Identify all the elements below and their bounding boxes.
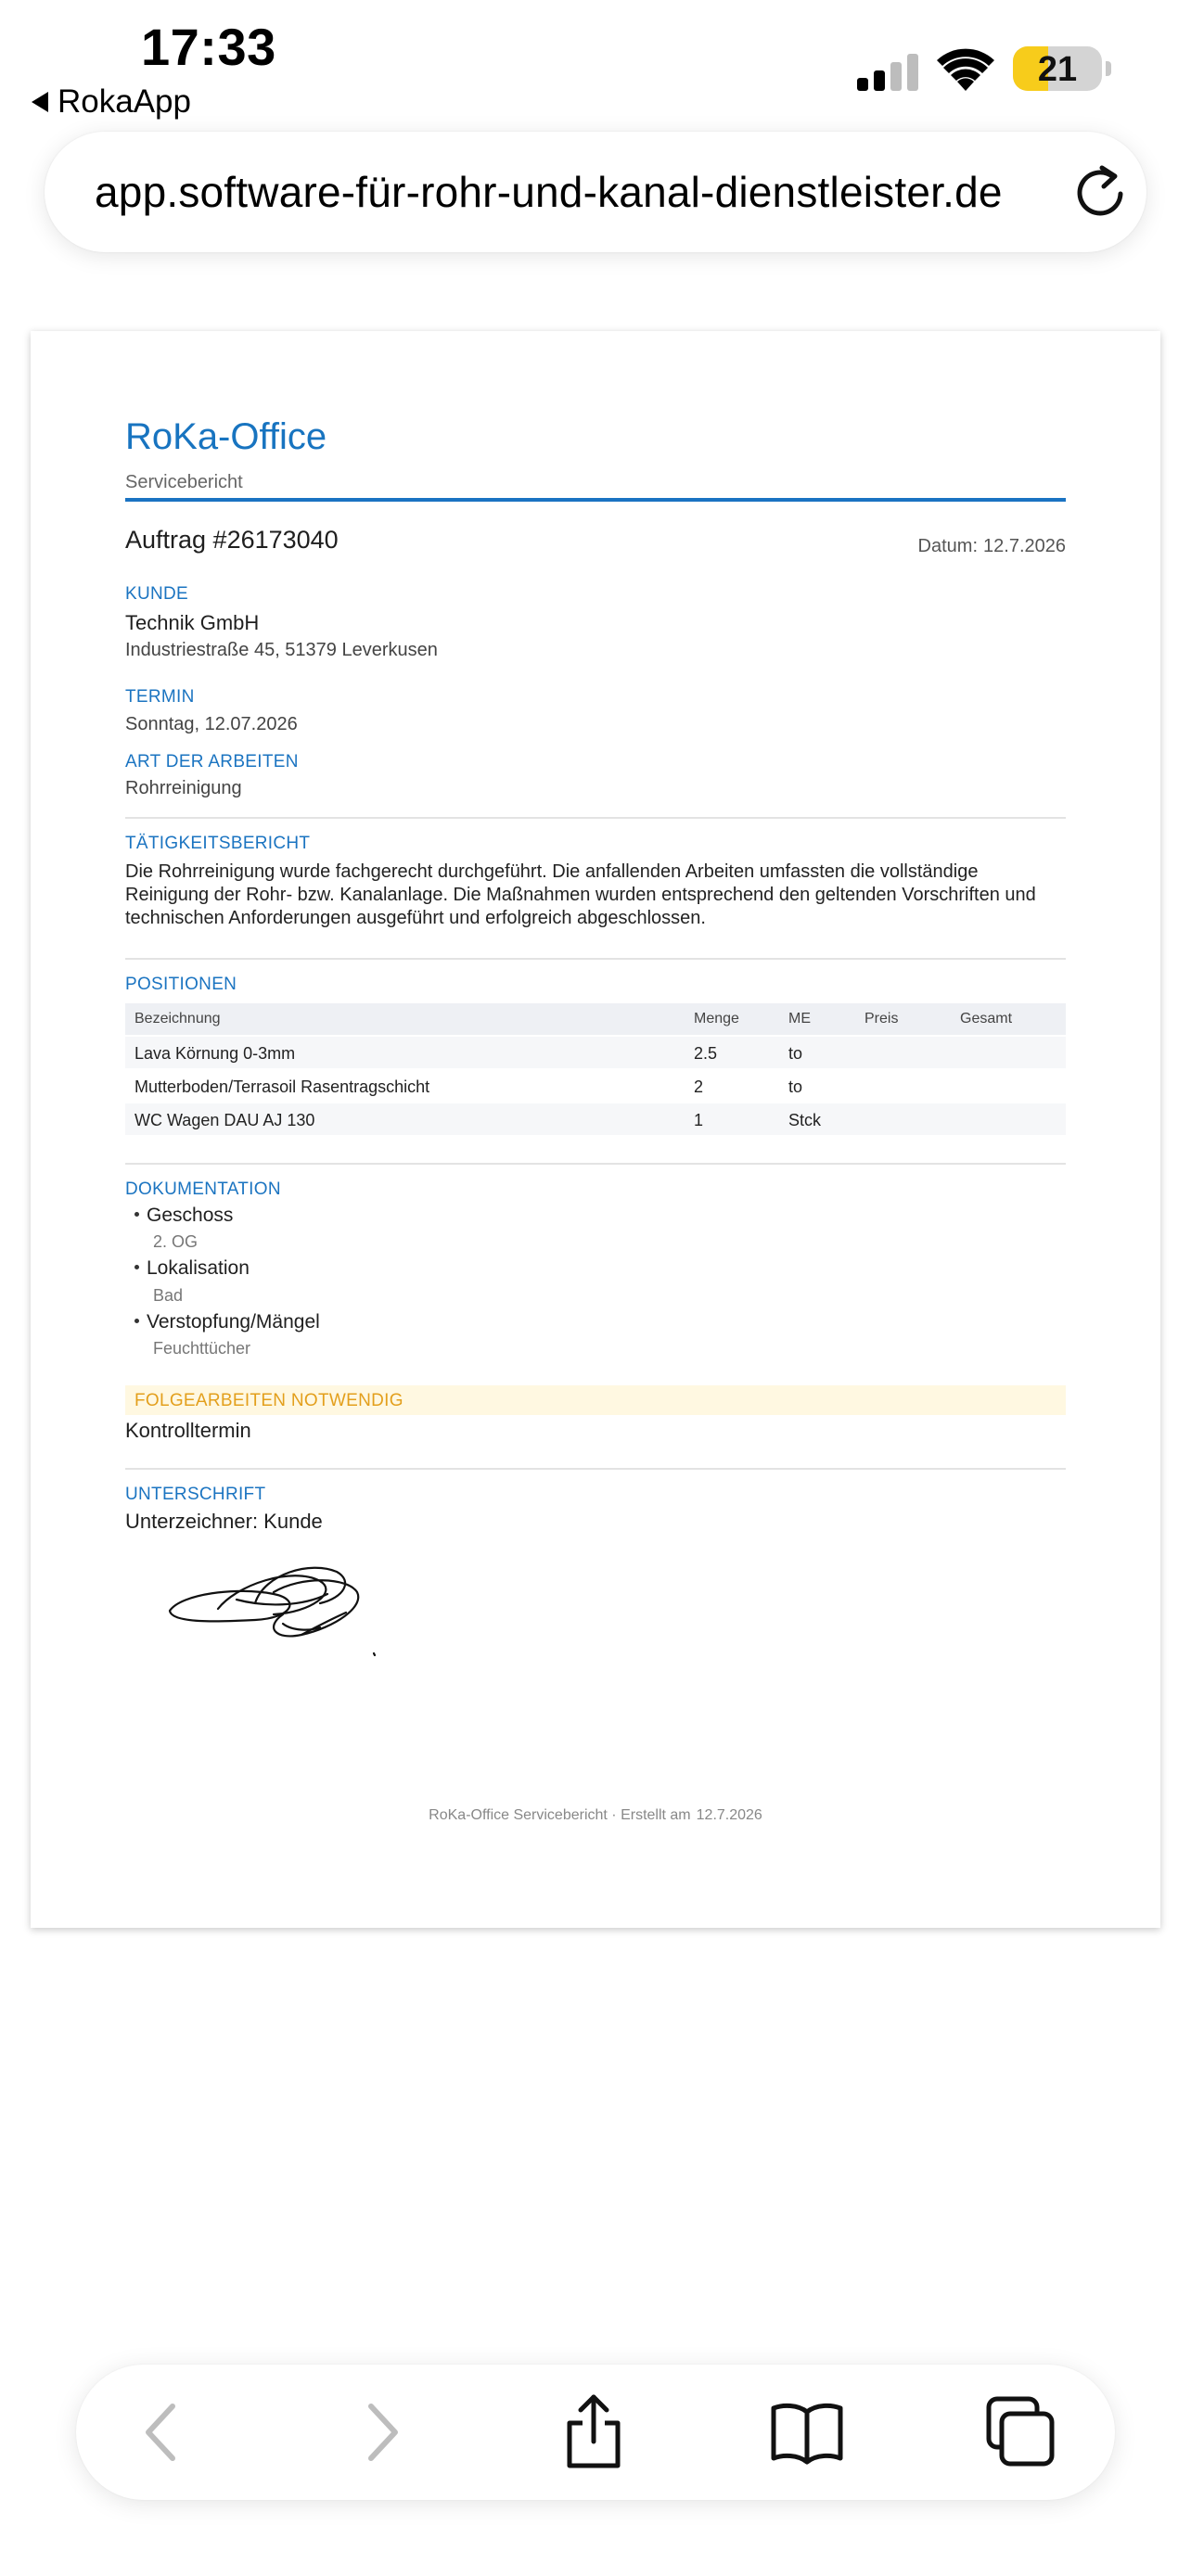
document-footer: [125, 1807, 1066, 1824]
work-type-value: Rohrreinigung: [125, 778, 242, 798]
row-bezeichnung: WC Wagen DAU AJ 130: [134, 1111, 315, 1129]
signature-label: UNTERSCHRIFT: [125, 1485, 266, 1504]
documentation-item-name: Geschoss: [147, 1205, 234, 1226]
tabs-icon[interactable]: [981, 2393, 1059, 2471]
section-divider: [125, 817, 1066, 819]
footer-text: RoKa-Office Servicebericht · Erstellt am: [429, 1807, 691, 1823]
browser-toolbar: [76, 2365, 1115, 2500]
cellular-signal-icon: [857, 54, 920, 91]
activity-report-text: Die Rohrreinigung wurde fachgerecht durchgeführt. Die anfallenden Arbeiten umfassten die vollständige Reinigung der Rohr- bzw. Kanalanlage. Die Maßnahmen wurden entsprechend den geltenden Vorschriften und technischen Anforderungen ausgeführt und erfolgreich abgeschlossen.: [125, 861, 1036, 928]
header-divider: [125, 498, 1066, 502]
date-label: Datum:: [917, 536, 979, 556]
footer-date: 12.7.2026: [696, 1807, 762, 1823]
followup-label: FOLGEARBEITEN NOTWENDIG: [134, 1391, 403, 1410]
signature-image: [162, 1538, 385, 1659]
header-menge: Menge: [694, 1011, 739, 1027]
followup-value: Kontrolltermin: [125, 1419, 251, 1442]
reload-icon[interactable]: [1070, 162, 1130, 222]
battery-icon: [1013, 46, 1102, 91]
row-menge: 2: [694, 1078, 704, 1096]
header-bezeichnung: Bezeichnung: [134, 1011, 221, 1027]
order-number: Auftrag #26173040: [125, 526, 339, 554]
address-bar[interactable]: [45, 132, 1146, 252]
signer-name: Unterzeichner: Kunde: [125, 1510, 323, 1533]
documentation-label: DOKUMENTATION: [125, 1180, 281, 1199]
battery-tip: [1106, 61, 1111, 76]
documentation-item: [134, 1311, 320, 1333]
documentation-item-value: Feuchttücher: [153, 1339, 251, 1358]
share-icon[interactable]: [555, 2393, 633, 2471]
table-row: [125, 1070, 1066, 1102]
header-preis: Preis: [864, 1011, 899, 1027]
customer-label: KUNDE: [125, 584, 189, 604]
customer-address: Industriestraße 45, 51379 Leverkusen: [125, 640, 438, 660]
document-date: [918, 536, 1066, 557]
documentation-item: [134, 1257, 250, 1280]
battery-level: 21: [1037, 50, 1078, 89]
bookmarks-icon[interactable]: [768, 2393, 846, 2471]
row-me: to: [788, 1044, 803, 1063]
documentation-item-value: Bad: [153, 1286, 184, 1305]
back-triangle-icon: [32, 92, 48, 112]
back-arrow-icon[interactable]: [124, 2393, 202, 2471]
positions-label: POSITIONEN: [125, 975, 237, 994]
status-time: 17:33: [141, 18, 276, 76]
table-row: [125, 1103, 1066, 1135]
appointment-value: Sonntag, 12.07.2026: [125, 714, 298, 734]
document-page: [31, 331, 1160, 1928]
documentation-item-name: Verstopfung/Mängel: [147, 1311, 320, 1333]
appointment-label: TERMIN: [125, 687, 195, 707]
bullet-icon: [134, 1265, 139, 1269]
activity-label: TÄTIGKEITSBERICHT: [125, 834, 311, 853]
work-type-label: ART DER ARBEITEN: [125, 752, 299, 772]
bullet-icon: [134, 1319, 139, 1323]
row-me: to: [788, 1078, 803, 1096]
brand-title: RoKa-Office: [125, 416, 327, 457]
row-menge: 2.5: [694, 1044, 718, 1063]
documentation-item-name: Lokalisation: [147, 1257, 250, 1279]
documentation-item-value: 2. OG: [153, 1232, 198, 1251]
positions-table: [125, 1003, 1066, 1135]
table-row: [125, 1037, 1066, 1068]
section-divider: [125, 1163, 1066, 1165]
section-divider: [125, 958, 1066, 960]
header-me: ME: [788, 1011, 811, 1027]
date-value: 12.7.2026: [983, 536, 1066, 556]
row-menge: 1: [694, 1111, 704, 1129]
bullet-icon: [134, 1212, 139, 1217]
forward-arrow-icon[interactable]: [341, 2393, 419, 2471]
table-header: [125, 1003, 1066, 1035]
wifi-icon: [937, 48, 994, 91]
section-divider: [125, 1468, 1066, 1470]
document-subtitle: Servicebericht: [125, 472, 243, 492]
row-bezeichnung: Mutterboden/Terrasoil Rasentragschicht: [134, 1078, 430, 1096]
customer-name: Technik GmbH: [125, 611, 260, 634]
back-app-label: RokaApp: [58, 83, 191, 120]
followup-banner: [125, 1385, 1066, 1415]
row-me: Stck: [788, 1111, 822, 1129]
row-bezeichnung: Lava Körnung 0-3mm: [134, 1044, 296, 1063]
back-to-app-link[interactable]: [32, 83, 191, 121]
header-gesamt: Gesamt: [960, 1011, 1013, 1027]
url-text[interactable]: app.software-für-rohr-und-kanal-dienstleister.de: [95, 168, 1003, 216]
documentation-item: [134, 1205, 233, 1227]
